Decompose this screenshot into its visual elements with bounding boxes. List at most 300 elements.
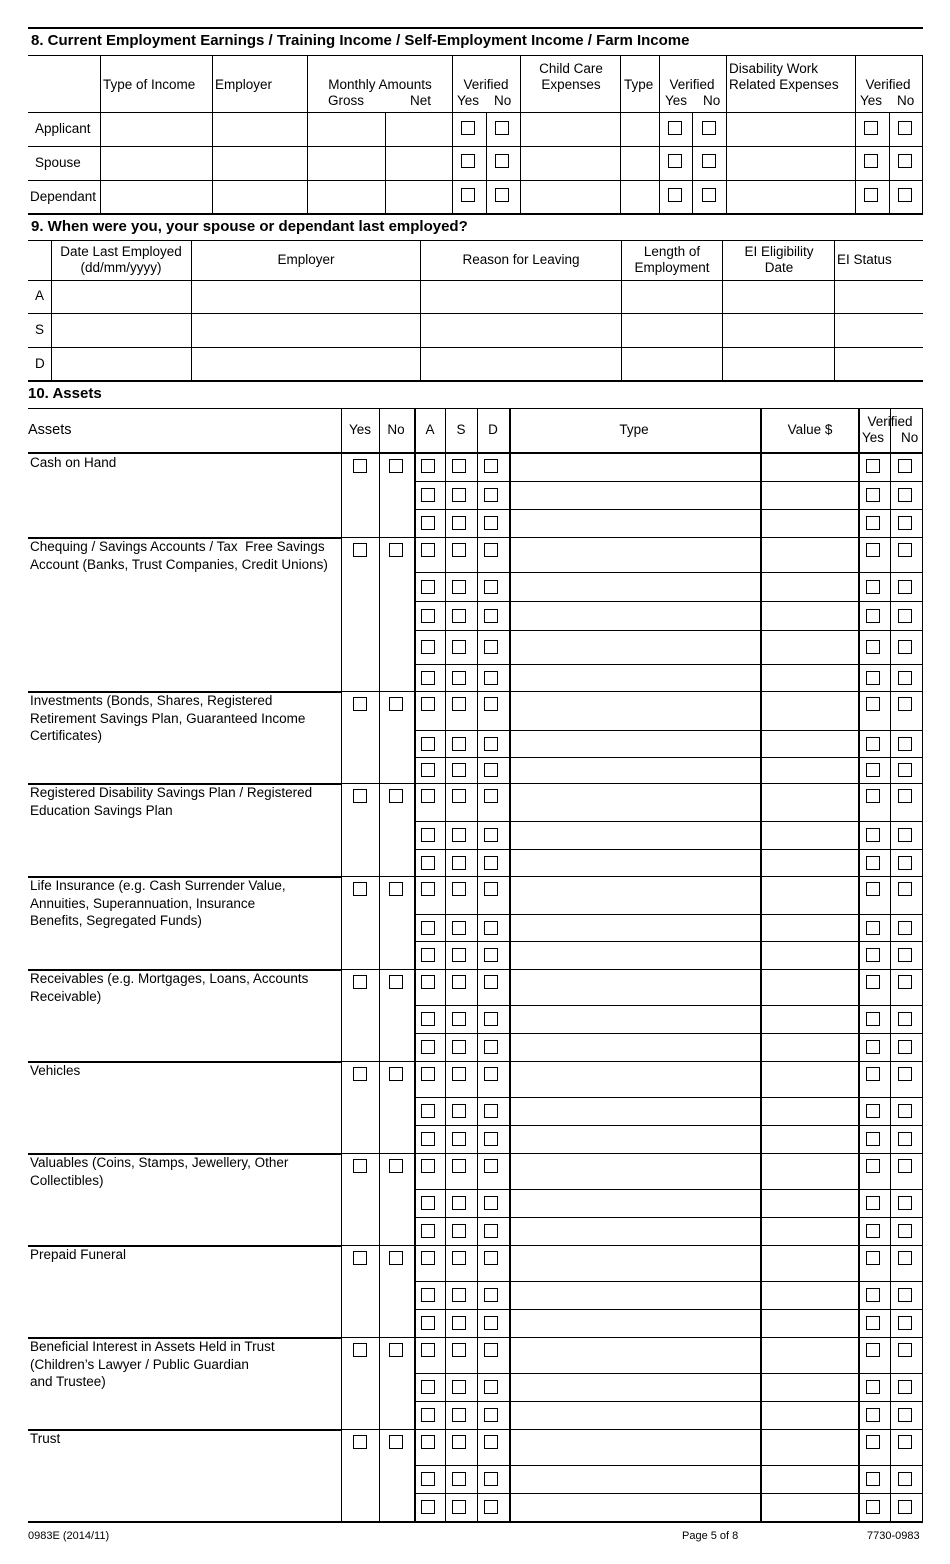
asset-s-checkbox[interactable] <box>452 1012 466 1026</box>
col-assets-verified-no: No <box>901 430 919 445</box>
asset-no-checkbox[interactable] <box>389 882 403 896</box>
asset-a-checkbox[interactable] <box>421 1132 435 1146</box>
col-monthly-amounts: Monthly Amounts <box>328 77 432 92</box>
asset-verified-no-checkbox[interactable] <box>898 697 912 711</box>
asset-d-checkbox[interactable] <box>484 789 498 803</box>
asset-verified-yes-checkbox[interactable] <box>866 1196 880 1210</box>
asset-a-checkbox[interactable] <box>421 640 435 654</box>
asset-s-checkbox[interactable] <box>452 1435 466 1449</box>
asset-a-checkbox[interactable] <box>421 975 435 989</box>
asset-a-checkbox[interactable] <box>421 609 435 623</box>
asset-a-checkbox[interactable] <box>421 948 435 962</box>
col-employer: Employer <box>215 77 273 92</box>
asset-s-checkbox[interactable] <box>452 1472 466 1486</box>
asset-d-checkbox[interactable] <box>484 1472 498 1486</box>
asset-s-checkbox[interactable] <box>452 697 466 711</box>
asset-group-divider <box>341 969 414 970</box>
asset-subrow-divider <box>414 664 923 665</box>
asset-verified-no-checkbox[interactable] <box>898 543 912 557</box>
asset-d-checkbox[interactable] <box>484 1040 498 1054</box>
asset-verified-yes-checkbox[interactable] <box>866 1288 880 1302</box>
s9-row-s: S <box>35 322 45 337</box>
asset-group-divider <box>341 1337 414 1338</box>
spouse-childcare-verified-yes-checkbox[interactable] <box>668 154 682 168</box>
spouse-verified-no-checkbox[interactable] <box>495 154 509 168</box>
s8-row-spouse: Spouse <box>35 155 81 170</box>
asset-verified-no-checkbox[interactable] <box>898 1224 912 1238</box>
applicant-childcare-verified-no-checkbox[interactable] <box>702 121 716 135</box>
asset-s-checkbox[interactable] <box>452 1224 466 1238</box>
asset-verified-yes-checkbox[interactable] <box>866 828 880 842</box>
asset-no-checkbox[interactable] <box>389 1159 403 1173</box>
asset-subrow-divider <box>414 876 923 877</box>
asset-a-checkbox[interactable] <box>421 1067 435 1081</box>
asset-d-checkbox[interactable] <box>484 763 498 777</box>
asset-verified-yes-checkbox[interactable] <box>866 1224 880 1238</box>
asset-d-checkbox[interactable] <box>484 609 498 623</box>
asset-subrow-divider <box>414 537 923 538</box>
asset-d-checkbox[interactable] <box>484 1067 498 1081</box>
asset-verified-yes-checkbox[interactable] <box>866 1159 880 1173</box>
asset-a-checkbox[interactable] <box>421 737 435 751</box>
asset-d-checkbox[interactable] <box>484 1132 498 1146</box>
asset-no-checkbox[interactable] <box>389 1343 403 1357</box>
col-assets-s: S <box>456 422 466 437</box>
asset-d-checkbox[interactable] <box>484 1251 498 1265</box>
asset-verified-yes-checkbox[interactable] <box>866 640 880 654</box>
asset-d-checkbox[interactable] <box>484 1380 498 1394</box>
asset-d-checkbox[interactable] <box>484 1343 498 1357</box>
asset-label: Vehicles <box>30 1063 81 1078</box>
col-net: Net <box>410 93 432 108</box>
asset-a-checkbox[interactable] <box>421 1251 435 1265</box>
col-s9-employer: Employer <box>277 252 335 267</box>
asset-verified-yes-checkbox[interactable] <box>866 1472 880 1486</box>
asset-subrow-divider <box>414 1245 923 1246</box>
asset-d-checkbox[interactable] <box>484 671 498 685</box>
asset-s-checkbox[interactable] <box>452 882 466 896</box>
asset-d-checkbox[interactable] <box>484 640 498 654</box>
col-assets-verified: Verified <box>867 414 913 429</box>
asset-verified-yes-checkbox[interactable] <box>866 975 880 989</box>
asset-yes-checkbox[interactable] <box>353 1251 367 1265</box>
asset-subrow-divider <box>414 730 923 731</box>
applicant-disability-verified-no-checkbox[interactable] <box>898 121 912 135</box>
asset-verified-yes-checkbox[interactable] <box>866 1040 880 1054</box>
asset-s-checkbox[interactable] <box>452 1343 466 1357</box>
asset-a-checkbox[interactable] <box>421 488 435 502</box>
dependant-childcare-verified-yes-checkbox[interactable] <box>668 188 682 202</box>
asset-no-checkbox[interactable] <box>389 697 403 711</box>
asset-verified-no-checkbox[interactable] <box>898 640 912 654</box>
asset-a-checkbox[interactable] <box>421 1343 435 1357</box>
dependant-disability-verified-yes-checkbox[interactable] <box>864 188 878 202</box>
asset-verified-yes-checkbox[interactable] <box>866 543 880 557</box>
col-reason-for-leaving: Reason for Leaving <box>462 252 580 267</box>
asset-d-checkbox[interactable] <box>484 921 498 935</box>
asset-verified-yes-checkbox[interactable] <box>866 856 880 870</box>
asset-a-checkbox[interactable] <box>421 1408 435 1422</box>
spouse-childcare-verified-no-checkbox[interactable] <box>702 154 716 168</box>
asset-verified-yes-checkbox[interactable] <box>866 1251 880 1265</box>
asset-subrow-divider <box>414 509 923 510</box>
asset-yes-checkbox[interactable] <box>353 543 367 557</box>
asset-verified-no-checkbox[interactable] <box>898 737 912 751</box>
applicant-childcare-verified-yes-checkbox[interactable] <box>668 121 682 135</box>
col-verified-2-no: No <box>703 93 721 108</box>
asset-verified-yes-checkbox[interactable] <box>866 1408 880 1422</box>
asset-d-checkbox[interactable] <box>484 948 498 962</box>
asset-verified-no-checkbox[interactable] <box>898 1067 912 1081</box>
asset-d-checkbox[interactable] <box>484 975 498 989</box>
asset-d-checkbox[interactable] <box>484 1435 498 1449</box>
asset-verified-yes-checkbox[interactable] <box>866 763 880 777</box>
asset-verified-yes-checkbox[interactable] <box>866 882 880 896</box>
assets-bottom-border <box>28 1521 923 1523</box>
asset-s-checkbox[interactable] <box>452 856 466 870</box>
asset-verified-yes-checkbox[interactable] <box>866 459 880 473</box>
asset-subrow-divider <box>414 1005 923 1006</box>
asset-d-checkbox[interactable] <box>484 1159 498 1173</box>
asset-subrow-divider <box>414 1125 923 1126</box>
asset-a-checkbox[interactable] <box>421 1159 435 1173</box>
asset-d-checkbox[interactable] <box>484 1408 498 1422</box>
asset-d-checkbox[interactable] <box>484 697 498 711</box>
asset-label: Investments (Bonds, Shares, Registered Retirement Savings Plan, Guaranteed Income Certificates) <box>30 693 306 743</box>
asset-a-checkbox[interactable] <box>421 516 435 530</box>
asset-group-divider <box>341 876 414 877</box>
asset-a-checkbox[interactable] <box>421 697 435 711</box>
asset-no-checkbox[interactable] <box>389 1435 403 1449</box>
asset-subrow-divider <box>414 1153 923 1154</box>
asset-d-checkbox[interactable] <box>484 488 498 502</box>
asset-verified-yes-checkbox[interactable] <box>866 488 880 502</box>
asset-verified-yes-checkbox[interactable] <box>866 516 880 530</box>
asset-verified-no-checkbox[interactable] <box>898 1288 912 1302</box>
asset-a-checkbox[interactable] <box>421 1500 435 1514</box>
asset-verified-yes-checkbox[interactable] <box>866 609 880 623</box>
form-number: 7730-0983 <box>867 1530 920 1542</box>
asset-s-checkbox[interactable] <box>452 737 466 751</box>
asset-d-checkbox[interactable] <box>484 1500 498 1514</box>
asset-verified-no-checkbox[interactable] <box>898 1196 912 1210</box>
asset-s-checkbox[interactable] <box>452 1040 466 1054</box>
asset-verified-no-checkbox[interactable] <box>898 1380 912 1394</box>
asset-a-checkbox[interactable] <box>421 1012 435 1026</box>
s8-row-applicant: Applicant <box>35 121 91 136</box>
asset-verified-no-checkbox[interactable] <box>898 1500 912 1514</box>
asset-verified-no-checkbox[interactable] <box>898 516 912 530</box>
asset-label: Registered Disability Savings Plan / Registered Education Savings Plan <box>30 785 313 818</box>
asset-a-checkbox[interactable] <box>421 789 435 803</box>
asset-verified-yes-checkbox[interactable] <box>866 580 880 594</box>
asset-subrow-divider <box>414 691 923 692</box>
asset-verified-yes-checkbox[interactable] <box>866 1132 880 1146</box>
col-verified-2: Verified <box>669 77 715 92</box>
asset-yes-checkbox[interactable] <box>353 459 367 473</box>
col-date-last-employed: Date Last Employed <box>60 244 182 259</box>
asset-verified-no-checkbox[interactable] <box>898 580 912 594</box>
asset-verified-no-checkbox[interactable] <box>898 828 912 842</box>
asset-verified-no-checkbox[interactable] <box>898 975 912 989</box>
col-disability-1: Disability Work <box>729 61 819 76</box>
asset-verified-no-checkbox[interactable] <box>898 1251 912 1265</box>
asset-verified-yes-checkbox[interactable] <box>866 1380 880 1394</box>
spouse-verified-yes-checkbox[interactable] <box>461 154 475 168</box>
asset-a-checkbox[interactable] <box>421 1104 435 1118</box>
dependant-verified-yes-checkbox[interactable] <box>461 188 475 202</box>
col-verified-1-yes: Yes <box>457 93 480 108</box>
asset-subrow-divider <box>414 1217 923 1218</box>
asset-s-checkbox[interactable] <box>452 543 466 557</box>
form-code: 0983E (2014/11) <box>28 1530 110 1542</box>
asset-verified-no-checkbox[interactable] <box>898 488 912 502</box>
asset-a-checkbox[interactable] <box>421 671 435 685</box>
asset-no-checkbox[interactable] <box>389 1067 403 1081</box>
asset-verified-no-checkbox[interactable] <box>898 1132 912 1146</box>
asset-s-checkbox[interactable] <box>452 1196 466 1210</box>
dependant-childcare-verified-no-checkbox[interactable] <box>702 188 716 202</box>
asset-d-checkbox[interactable] <box>484 828 498 842</box>
asset-s-checkbox[interactable] <box>452 1132 466 1146</box>
asset-verified-no-checkbox[interactable] <box>898 921 912 935</box>
asset-verified-no-checkbox[interactable] <box>898 763 912 777</box>
asset-subrow-divider <box>414 914 923 915</box>
col-date-format: (dd/mm/yyyy) <box>80 260 162 275</box>
asset-a-checkbox[interactable] <box>421 856 435 870</box>
spouse-disability-verified-no-checkbox[interactable] <box>898 154 912 168</box>
asset-verified-no-checkbox[interactable] <box>898 671 912 685</box>
applicant-verified-yes-checkbox[interactable] <box>461 121 475 135</box>
asset-d-checkbox[interactable] <box>484 543 498 557</box>
asset-s-checkbox[interactable] <box>452 948 466 962</box>
assets-column-line <box>858 408 860 1522</box>
asset-subrow-divider <box>414 1429 923 1430</box>
asset-s-checkbox[interactable] <box>452 1500 466 1514</box>
asset-d-checkbox[interactable] <box>484 459 498 473</box>
asset-d-checkbox[interactable] <box>484 1316 498 1330</box>
asset-s-checkbox[interactable] <box>452 609 466 623</box>
asset-subrow-divider <box>414 969 923 970</box>
asset-verified-yes-checkbox[interactable] <box>866 1104 880 1118</box>
asset-s-checkbox[interactable] <box>452 921 466 935</box>
asset-group-divider <box>341 691 414 692</box>
asset-s-checkbox[interactable] <box>452 975 466 989</box>
col-child-care-2: Expenses <box>541 77 601 92</box>
s8-row-dependant: Dependant <box>30 189 97 204</box>
asset-s-checkbox[interactable] <box>452 640 466 654</box>
asset-s-checkbox[interactable] <box>452 763 466 777</box>
asset-a-checkbox[interactable] <box>421 1472 435 1486</box>
asset-a-checkbox[interactable] <box>421 1196 435 1210</box>
dependant-disability-verified-no-checkbox[interactable] <box>898 188 912 202</box>
assets-column-line <box>341 408 342 1522</box>
asset-no-checkbox[interactable] <box>389 789 403 803</box>
asset-s-checkbox[interactable] <box>452 789 466 803</box>
assets-column-line <box>509 408 511 1522</box>
asset-a-checkbox[interactable] <box>421 543 435 557</box>
asset-s-checkbox[interactable] <box>452 671 466 685</box>
asset-verified-no-checkbox[interactable] <box>898 789 912 803</box>
asset-no-checkbox[interactable] <box>389 1251 403 1265</box>
asset-s-checkbox[interactable] <box>452 488 466 502</box>
asset-a-checkbox[interactable] <box>421 1435 435 1449</box>
asset-verified-yes-checkbox[interactable] <box>866 1500 880 1514</box>
asset-s-checkbox[interactable] <box>452 1104 466 1118</box>
asset-verified-no-checkbox[interactable] <box>898 459 912 473</box>
asset-d-checkbox[interactable] <box>484 1196 498 1210</box>
asset-verified-no-checkbox[interactable] <box>898 1040 912 1054</box>
asset-verified-no-checkbox[interactable] <box>898 948 912 962</box>
asset-verified-no-checkbox[interactable] <box>898 609 912 623</box>
asset-subrow-divider <box>414 821 923 822</box>
col-ei-eligibility-1: EI Eligibility <box>744 244 814 259</box>
asset-d-checkbox[interactable] <box>484 856 498 870</box>
asset-subrow-divider <box>414 849 923 850</box>
asset-verified-no-checkbox[interactable] <box>898 1408 912 1422</box>
applicant-disability-verified-yes-checkbox[interactable] <box>864 121 878 135</box>
asset-yes-checkbox[interactable] <box>353 1159 367 1173</box>
asset-d-checkbox[interactable] <box>484 1288 498 1302</box>
asset-subrow-divider <box>414 1465 923 1466</box>
asset-s-checkbox[interactable] <box>452 1380 466 1394</box>
asset-verified-yes-checkbox[interactable] <box>866 737 880 751</box>
assets-column-line <box>760 408 762 1522</box>
col-verified-2-yes: Yes <box>665 93 688 108</box>
col-child-care-1: Child Care <box>539 61 603 76</box>
asset-s-checkbox[interactable] <box>452 516 466 530</box>
asset-s-checkbox[interactable] <box>452 1251 466 1265</box>
asset-no-checkbox[interactable] <box>389 543 403 557</box>
asset-subrow-divider <box>414 1493 923 1494</box>
section-10-title: 10. Assets <box>28 385 102 402</box>
col-assets: Assets <box>28 422 72 438</box>
asset-verified-yes-checkbox[interactable] <box>866 697 880 711</box>
asset-d-checkbox[interactable] <box>484 882 498 896</box>
asset-d-checkbox[interactable] <box>484 737 498 751</box>
asset-verified-yes-checkbox[interactable] <box>866 1067 880 1081</box>
asset-label: Chequing / Savings Accounts / Tax Free Savings Account (Banks, Trust Companies, Credit Unions) <box>30 539 328 572</box>
asset-verified-no-checkbox[interactable] <box>898 882 912 896</box>
asset-group-divider <box>28 1429 341 1431</box>
asset-d-checkbox[interactable] <box>484 1104 498 1118</box>
asset-verified-yes-checkbox[interactable] <box>866 948 880 962</box>
col-disability-2: Related Expenses <box>729 77 839 92</box>
asset-s-checkbox[interactable] <box>452 459 466 473</box>
asset-s-checkbox[interactable] <box>452 1067 466 1081</box>
dependant-verified-no-checkbox[interactable] <box>495 188 509 202</box>
asset-s-checkbox[interactable] <box>452 1408 466 1422</box>
asset-a-checkbox[interactable] <box>421 921 435 935</box>
asset-label: Prepaid Funeral <box>30 1247 127 1262</box>
asset-yes-checkbox[interactable] <box>353 697 367 711</box>
asset-d-checkbox[interactable] <box>484 1224 498 1238</box>
asset-verified-yes-checkbox[interactable] <box>866 1435 880 1449</box>
asset-verified-yes-checkbox[interactable] <box>866 789 880 803</box>
col-assets-value: Value $ <box>787 422 833 437</box>
asset-s-checkbox[interactable] <box>452 1288 466 1302</box>
asset-verified-no-checkbox[interactable] <box>898 1104 912 1118</box>
col-verified-3-no: No <box>897 93 915 108</box>
asset-a-checkbox[interactable] <box>421 1224 435 1238</box>
col-gross: Gross <box>328 93 365 108</box>
asset-a-checkbox[interactable] <box>421 828 435 842</box>
asset-subrow-divider <box>414 630 923 631</box>
page-number: Page 5 of 8 <box>682 1530 739 1542</box>
asset-subrow-divider <box>414 1189 923 1190</box>
col-type-of-income: Type of Income <box>103 77 196 92</box>
section-9-title: 9. When were you, your spouse or dependant last employed? <box>31 218 468 235</box>
asset-yes-checkbox[interactable] <box>353 1067 367 1081</box>
asset-verified-no-checkbox[interactable] <box>898 1343 912 1357</box>
col-verified-3-yes: Yes <box>860 93 883 108</box>
applicant-verified-no-checkbox[interactable] <box>495 121 509 135</box>
asset-group-divider <box>341 537 414 538</box>
asset-verified-no-checkbox[interactable] <box>898 1472 912 1486</box>
asset-d-checkbox[interactable] <box>484 516 498 530</box>
asset-verified-no-checkbox[interactable] <box>898 1435 912 1449</box>
col-assets-yes: Yes <box>348 422 372 437</box>
asset-verified-no-checkbox[interactable] <box>898 1316 912 1330</box>
asset-subrow-divider <box>414 757 923 758</box>
asset-a-checkbox[interactable] <box>421 1288 435 1302</box>
asset-verified-no-checkbox[interactable] <box>898 856 912 870</box>
asset-yes-checkbox[interactable] <box>353 789 367 803</box>
col-length-2: Employment <box>634 260 710 275</box>
col-verified-1: Verified <box>463 77 509 92</box>
asset-verified-yes-checkbox[interactable] <box>866 1343 880 1357</box>
asset-d-checkbox[interactable] <box>484 1012 498 1026</box>
asset-a-checkbox[interactable] <box>421 1316 435 1330</box>
asset-s-checkbox[interactable] <box>452 1316 466 1330</box>
asset-a-checkbox[interactable] <box>421 1040 435 1054</box>
col-verified-1-no: No <box>494 93 512 108</box>
asset-subrow-divider <box>414 453 923 454</box>
asset-no-checkbox[interactable] <box>389 459 403 473</box>
assets-column-line <box>379 408 380 1522</box>
assets-column-line <box>922 408 923 1522</box>
asset-a-checkbox[interactable] <box>421 459 435 473</box>
asset-a-checkbox[interactable] <box>421 1380 435 1394</box>
asset-s-checkbox[interactable] <box>452 828 466 842</box>
asset-verified-yes-checkbox[interactable] <box>866 921 880 935</box>
asset-verified-yes-checkbox[interactable] <box>866 1316 880 1330</box>
asset-subrow-divider <box>414 1373 923 1374</box>
section-8-title: 8. Current Employment Earnings / Training Income / Self-Employment Income / Farm Income <box>31 32 690 49</box>
asset-verified-yes-checkbox[interactable] <box>866 671 880 685</box>
asset-verified-yes-checkbox[interactable] <box>866 1012 880 1026</box>
assets-column-line <box>445 408 446 1522</box>
asset-label: Life Insurance (e.g. Cash Surrender Value, Annuities, Superannuation, Insurance Benefits, Segregated Funds) <box>30 878 286 928</box>
asset-no-checkbox[interactable] <box>389 975 403 989</box>
asset-verified-no-checkbox[interactable] <box>898 1012 912 1026</box>
spouse-disability-verified-yes-checkbox[interactable] <box>864 154 878 168</box>
asset-a-checkbox[interactable] <box>421 882 435 896</box>
asset-verified-no-checkbox[interactable] <box>898 1159 912 1173</box>
asset-yes-checkbox[interactable] <box>353 1435 367 1449</box>
asset-d-checkbox[interactable] <box>484 580 498 594</box>
col-ei-eligibility-2: Date <box>764 260 794 275</box>
asset-a-checkbox[interactable] <box>421 763 435 777</box>
asset-yes-checkbox[interactable] <box>353 1343 367 1357</box>
asset-s-checkbox[interactable] <box>452 580 466 594</box>
asset-s-checkbox[interactable] <box>452 1159 466 1173</box>
asset-a-checkbox[interactable] <box>421 580 435 594</box>
asset-yes-checkbox[interactable] <box>353 975 367 989</box>
asset-yes-checkbox[interactable] <box>353 882 367 896</box>
asset-group-divider <box>341 1245 414 1246</box>
col-type: Type <box>624 77 654 92</box>
